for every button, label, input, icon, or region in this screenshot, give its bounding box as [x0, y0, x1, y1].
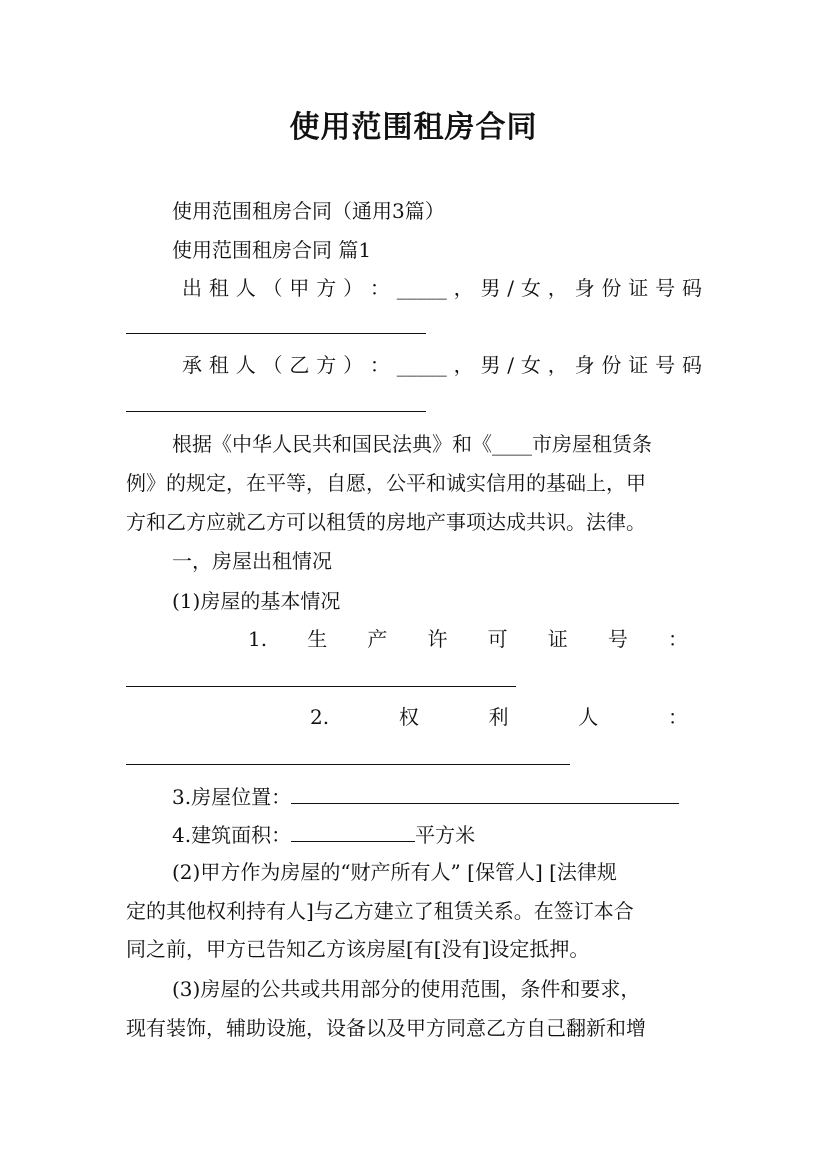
para1-line-3: 方和乙方应就乙方可以租赁的房地产事项达成共识。法律。	[126, 510, 646, 534]
lessor-char: ）	[343, 276, 364, 300]
lessee-char: ，	[547, 353, 568, 377]
lessee-char: 身	[574, 353, 595, 377]
item1-char: 生	[307, 627, 328, 651]
item-location-label: 3.房屋位置：	[172, 785, 292, 809]
lessor-line	[182, 274, 702, 302]
lessee-char: 承	[182, 353, 202, 377]
location-blank	[291, 781, 679, 804]
lessee-char: 租	[208, 353, 229, 377]
para1-line-1: 根据《中华人民共和国民法典》和《____市房屋租赁条	[172, 432, 652, 456]
lessee-id-blank	[126, 411, 426, 412]
lessee-char: 证	[628, 353, 649, 377]
rights-holder-blank	[126, 764, 570, 765]
lessor-char: 证	[628, 276, 649, 300]
item-location	[172, 781, 679, 811]
item2-char: 权	[398, 705, 419, 729]
lessor-char: ：	[369, 276, 390, 300]
lessee-char: （	[262, 353, 283, 377]
para3-line-2: 现有装饰，辅助设施，设备以及甲方同意乙方自己翻新和增	[126, 1016, 646, 1040]
lessor-char: 人	[235, 276, 256, 300]
para1-line-2: 例》的规定，在平等，自愿，公平和诚实信用的基础上，甲	[126, 471, 646, 495]
document-title: 使用范围租房合同	[289, 110, 538, 145]
lessor-char: 租	[208, 276, 229, 300]
lessee-char: ：	[369, 353, 390, 377]
lessor-id-blank	[126, 333, 426, 334]
para2-line-2: 定的其他权利持有人]与乙方建立了租赁关系。在签订本合	[126, 899, 634, 923]
lessor-char: 甲	[289, 276, 310, 300]
lessee-char: 乙	[289, 353, 310, 377]
item-license-number	[248, 625, 688, 653]
lessor-char: （	[262, 276, 283, 300]
lessee-char: 人	[235, 353, 256, 377]
item-area-unit: 平方米	[415, 823, 476, 847]
item2-char: 人	[578, 705, 599, 729]
item2-char: 利	[488, 705, 509, 729]
item-area-label: 4.建筑面积：	[172, 823, 292, 847]
lessee-char: 号	[655, 353, 676, 377]
lessor-char: 码	[681, 276, 702, 300]
lessor-char: 女	[520, 276, 541, 300]
item1-char: ：	[667, 627, 688, 651]
item1-char: 号	[607, 627, 628, 651]
lessee-char: /	[507, 353, 515, 377]
lessor-char: 号	[655, 276, 676, 300]
lessee-line	[182, 351, 702, 379]
item1-char: 许	[427, 627, 448, 651]
item1-char: 可	[487, 627, 508, 651]
lessor-char: 方	[316, 276, 337, 300]
item1-char: 产	[367, 627, 388, 651]
lessor-char: _____	[396, 276, 447, 300]
heading-rental-situation: 一，房屋出租情况	[172, 549, 332, 573]
item-rights-holder	[310, 703, 688, 731]
lessor-char: ，	[453, 276, 474, 300]
lessee-char: 方	[316, 353, 337, 377]
area-blank	[291, 819, 415, 842]
item1-char: 1.	[248, 627, 268, 651]
lessee-char: 份	[601, 353, 622, 377]
item2-char: 2.	[310, 705, 330, 729]
lessor-char: 出	[182, 276, 202, 300]
item1-char: 证	[547, 627, 568, 651]
lessee-char: 码	[681, 353, 702, 377]
item2-char: ：	[667, 705, 688, 729]
lessor-char: 身	[574, 276, 595, 300]
lessor-char: ，	[547, 276, 568, 300]
heading-basic-info: (1)房屋的基本情况	[172, 589, 341, 613]
license-number-blank	[126, 686, 516, 687]
lessor-char: 份	[601, 276, 622, 300]
lessee-char: ）	[343, 353, 364, 377]
para3-line-1: (3)房屋的公共或共用部分的使用范围，条件和要求，	[172, 977, 641, 1001]
lessee-char: ，	[453, 353, 474, 377]
lessee-char: 女	[520, 353, 541, 377]
para2-line-1: (2)甲方作为房屋的“财产所有人” [保管人] [法律规	[172, 860, 617, 884]
document-subtitle: 使用范围租房合同（通用3篇）	[172, 199, 445, 223]
lessee-char: 男	[480, 353, 501, 377]
lessor-char: 男	[480, 276, 501, 300]
section-heading: 使用范围租房合同 篇1	[172, 238, 372, 262]
lessee-char: _____	[396, 353, 447, 377]
para2-line-3: 同之前，甲方已告知乙方该房屋[有[没有]设定抵押。	[126, 937, 590, 961]
lessor-char: /	[507, 276, 515, 300]
item-area	[172, 819, 475, 849]
